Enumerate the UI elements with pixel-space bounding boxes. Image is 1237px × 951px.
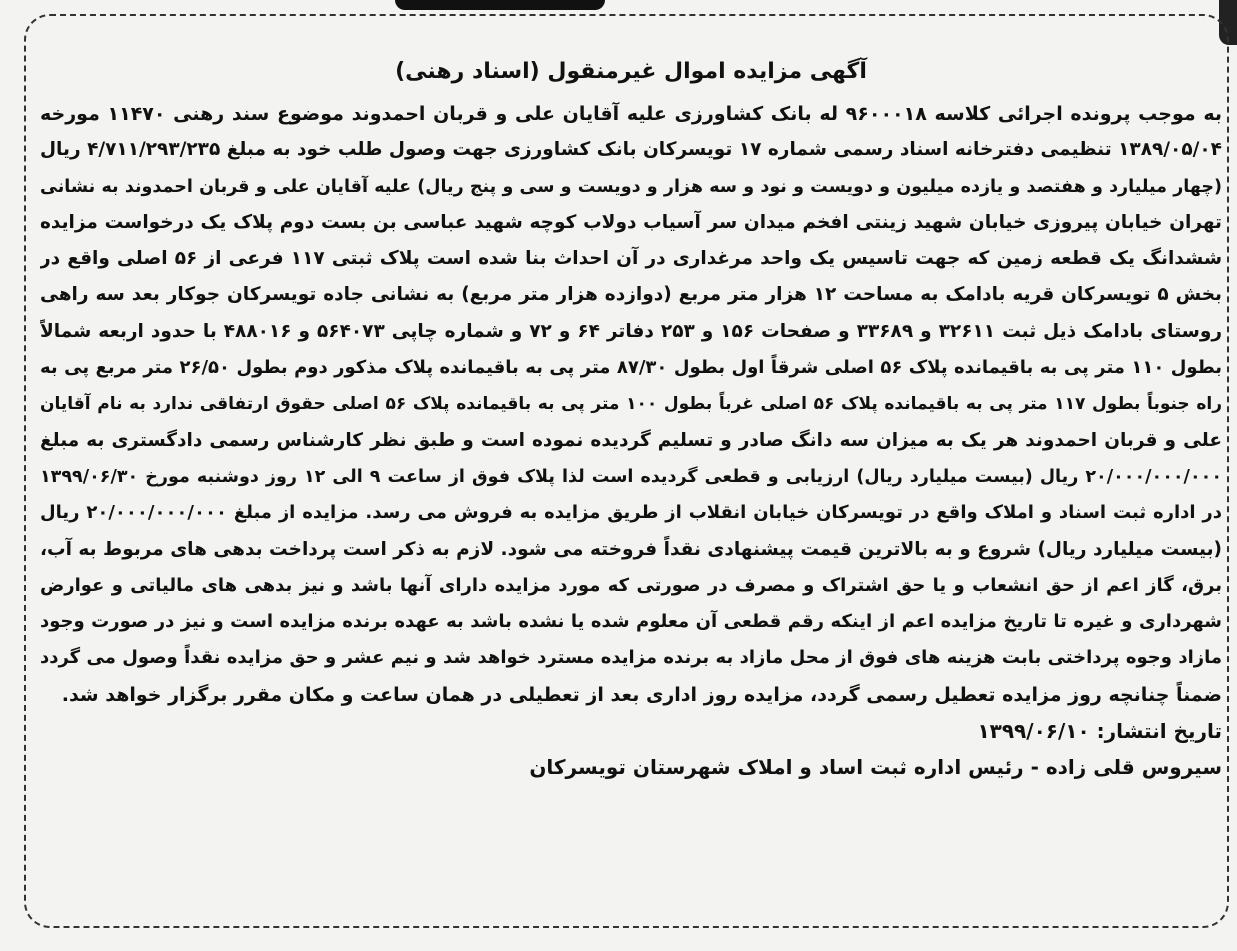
body-line: بخش ۵ تویسرکان قریه بادامک به مساحت ۱۲ هزار متر مربع (دوازده هزار متر مربع) به نشانی جاده تویسرکان جوکار بعد سه راهی	[40, 284, 1222, 306]
body-line: روستای بادامک ذیل ثبت ۳۲۶۱۱ و ۳۳۶۸۹ و صفحات ۱۵۶ و ۲۵۳ دفاتر ۶۴ و ۷۲ و شماره چاپی ۵۶۴۰۷۳ و ۴۸۸۰۱۶ با حدود اربعه شمالاً	[40, 320, 1222, 342]
publish-date-label: تاریخ انتشار:	[1096, 719, 1222, 744]
signature: سیروس قلی زاده - رئیس اداره ثبت اساد و املاک شهرستان تویسرکان	[529, 755, 1222, 780]
publish-date-value: ۱۳۹۹/۰۶/۱۰	[977, 719, 1090, 744]
body-line: در اداره ثبت اسناد و املاک واقع در تویسرکان خیابان انقلاب از طریق مزایده به فروش می رسد. مزایده از مبلغ ۲۰/۰۰۰/۰۰۰/۰۰۰ ریال	[40, 502, 1222, 524]
body-line: راه جنوباً بطول ۱۱۷ متر پی به باقیمانده پلاک ۵۶ اصلی غرباً بطول ۱۰۰ متر پی به باقیمانده پلاک ۵۶ اصلی حقوق ارتفاقی ندارد به نام آقایان	[40, 394, 1222, 415]
publish-date	[40, 713, 1222, 749]
body-line: برق، گاز اعم از حق انشعاب و یا حق اشتراک و مصرف در صورتی که مورد مزایده دارای آنها باشد و نیز بدهی های مالیاتی و عوارض	[40, 574, 1222, 596]
body-line: به موجب پرونده اجرائی کلاسه ۹۶۰۰۰۱۸ له بانک کشاورزی علیه آقایان علی و قربان احمدوند موضوع سند رهنی ۱۱۴۷۰ مورخه	[40, 103, 1222, 125]
body-line: مازاد وجوه پرداختی بابت هزینه های فوق از محل مازاد به برنده مزایده مسترد خواهد شد و نیم عشر و حق مزایده نقداً وصول می گردد	[40, 647, 1222, 669]
body-line: ۲۰/۰۰۰/۰۰۰/۰۰۰ ریال (بیست میلیارد ریال) ارزیابی و قطعی گردیده است لذا پلاک فوق از ساعت ۹ الی ۱۲ روز دوشنبه مورخ ۱۳۹۹/۰۶/۳۰	[40, 466, 1222, 487]
notice-title: آگهی مزایده اموال غیرمنقول (اسناد رهنی)	[395, 59, 867, 84]
body-line: ششدانگ یک قطعه زمین که جهت تاسیس یک واحد مرغداری در آن احداث بنا شده است پلاک ثبتی ۱۱۷ فرعی از ۵۶ اصلی واقع در	[40, 248, 1222, 270]
auction-notice	[40, 56, 1222, 785]
body-line: ۱۳۸۹/۰۵/۰۴ تنظیمی دفترخانه اسناد رسمی شماره ۱۷ تویسرکان بانک کشاورزی جهت وصول طلب خود به مبلغ ۴/۷۱۱/۲۹۳/۲۳۵ ریال	[40, 139, 1222, 161]
body-line: تهران خیابان پیروزی خیابان شهید زینتی افخم میدان سر آسیاب دولاب کوچه شهید عباسی بن بست دوم پلاک یک درخواست مزایده	[40, 211, 1222, 233]
body-line: ضمناً چنانچه روز مزایده تعطیل رسمی گردد، مزایده روز اداری بعد از تعطیلی در همان ساعت و مکان مقرر برگزار خواهد شد.	[61, 683, 1222, 706]
body-line: شهرداری و غیره تا تاریخ مزایده اعم از اینکه رقم قطعی آن معلوم شده یا نشده باشد به عهده برنده مزایده است و نیز در صورت وجود	[40, 611, 1222, 633]
body-line: بطول ۱۱۰ متر پی به باقیمانده پلاک ۵۶ اصلی شرقاً اول بطول ۸۷/۳۰ متر پی به باقیمانده پلاک مذکور دوم بطول ۲۶/۵۰ متر مربع پی به	[40, 357, 1222, 379]
body-line: علی و قربان احمدوند هر یک به میزان سه دانگ صادر و تسلیم گردیده نموده است و طبق نظر کارشناس رسمی دادگستری به مبلغ	[40, 429, 1222, 451]
body-line: (چهار میلیارد و هفتصد و یازده میلیون و دویست و نود و سه هزار و دویست و سی و پنج ریال) علیه آقایان علی و قربان احمدوند به نشانی	[40, 176, 1222, 197]
scan-edge-shadow	[395, 0, 605, 10]
body-line: (بیست میلیارد ریال) شروع و به بالاترین قیمت پیشنهادی نقداً فروخته می شود. لازم به ذکر است پرداخت بدهی های مربوط به آب،	[40, 538, 1222, 560]
